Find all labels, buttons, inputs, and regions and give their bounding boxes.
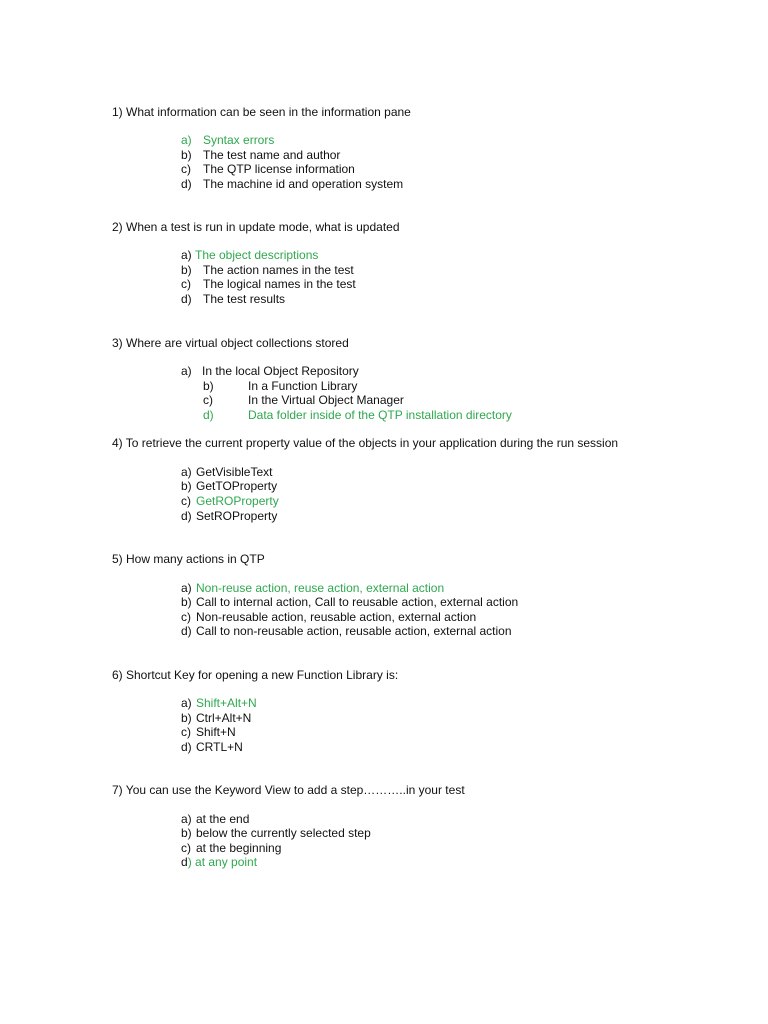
option-text: Non-reuse action, reuse action, external action xyxy=(196,581,445,595)
option-text: Non-reusable action, reusable action, external action xyxy=(196,610,477,624)
q1-option-a xyxy=(181,133,274,147)
option-label: d) xyxy=(181,740,192,754)
question-6: 6) Shortcut Key for opening a new Function Library is: xyxy=(112,668,399,682)
q6-option-b xyxy=(181,711,251,725)
option-text: In a Function Library xyxy=(248,379,358,393)
q3-option-d xyxy=(203,408,512,422)
option-text: The test name and author xyxy=(203,148,341,162)
q5-option-d xyxy=(181,624,512,638)
option-label: a) xyxy=(181,812,192,826)
option-label: b) xyxy=(181,148,192,162)
option-text: at the end xyxy=(196,812,250,826)
option-label: c) xyxy=(181,162,191,176)
question-2: 2) When a test is run in update mode, what is updated xyxy=(112,220,400,234)
option-text: GetROProperty xyxy=(196,494,279,508)
option-label: a) xyxy=(181,465,192,479)
question-7: 7) You can use the Keyword View to add a step………..in your test xyxy=(112,783,465,797)
option-text: In the local Object Repository xyxy=(202,364,359,378)
option-label: c) xyxy=(181,610,191,624)
q7-option-d xyxy=(181,855,257,869)
option-text: GetTOProperty xyxy=(196,479,278,493)
q1-option-b xyxy=(181,148,340,162)
option-label: c) xyxy=(181,841,191,855)
option-label: d) xyxy=(181,624,192,638)
question-3: 3) Where are virtual object collections stored xyxy=(112,336,349,350)
option-label: a) xyxy=(181,364,192,378)
q5-option-c xyxy=(181,610,476,624)
q6-option-c xyxy=(181,725,236,739)
option-label: b) xyxy=(181,711,192,725)
option-label: b) xyxy=(203,379,214,393)
q6-option-d xyxy=(181,740,243,754)
option-text: Call to internal action, Call to reusable action, external action xyxy=(196,595,519,609)
q1-option-c xyxy=(181,162,355,176)
option-label: b) xyxy=(181,479,192,493)
option-label: a) xyxy=(181,696,192,710)
option-text: The logical names in the test xyxy=(203,277,356,291)
option-label: d) xyxy=(181,292,192,306)
option-label: a) xyxy=(181,581,192,595)
q2-option-d xyxy=(181,292,285,306)
q4-option-a xyxy=(181,465,272,479)
option-label: c) xyxy=(203,393,213,407)
option-label: c) xyxy=(181,725,191,739)
q2-option-c xyxy=(181,277,356,291)
option-text: below the currently selected step xyxy=(196,826,371,840)
option-label: b) xyxy=(181,263,192,277)
option-text: Data folder inside of the QTP installation directory xyxy=(248,408,512,422)
option-label: d) xyxy=(181,509,192,523)
option-label: a) xyxy=(181,133,192,147)
question-1: 1) What information can be seen in the information pane xyxy=(112,105,411,119)
option-label: d) xyxy=(203,408,214,422)
question-5: 5) How many actions in QTP xyxy=(112,552,265,566)
option-text: GetVisibleText xyxy=(196,465,273,479)
option-text: Shift+Alt+N xyxy=(196,696,257,710)
q4-option-d xyxy=(181,509,277,523)
option-label: c) xyxy=(181,494,191,508)
q7-option-c xyxy=(181,841,281,855)
option-text: CRTL+N xyxy=(196,740,243,754)
option-text: Call to non-reusable action, reusable action, external action xyxy=(196,624,512,638)
option-label: c) xyxy=(181,277,191,291)
option-text: at the beginning xyxy=(196,841,282,855)
option-text: ) at any point xyxy=(187,855,258,869)
option-text: Shift+N xyxy=(196,725,236,739)
option-text: The action names in the test xyxy=(203,263,354,277)
q7-option-a xyxy=(181,812,249,826)
q3-option-a xyxy=(181,364,359,378)
q5-option-b xyxy=(181,595,518,609)
option-text: The object descriptions xyxy=(195,248,319,262)
q3-option-b xyxy=(203,379,357,393)
q5-option-a xyxy=(181,581,444,595)
q1-option-d xyxy=(181,177,403,191)
option-text: SetROProperty xyxy=(196,509,278,523)
option-text: In the Virtual Object Manager xyxy=(248,393,404,407)
q7-option-b xyxy=(181,826,371,840)
q4-option-c xyxy=(181,494,279,508)
option-text: The QTP license information xyxy=(203,162,355,176)
option-text: Syntax errors xyxy=(203,133,275,147)
option-label: b) xyxy=(181,826,192,840)
q6-option-a xyxy=(181,696,257,710)
option-text: The machine id and operation system xyxy=(203,177,404,191)
option-text: The test results xyxy=(203,292,286,306)
option-label: d) xyxy=(181,177,192,191)
q2-option-b xyxy=(181,263,354,277)
q2-option-a xyxy=(181,248,318,262)
option-label: a) xyxy=(181,248,192,262)
option-label: b) xyxy=(181,595,192,609)
option-text: Ctrl+Alt+N xyxy=(196,711,252,725)
option-label: d xyxy=(181,855,188,869)
q3-option-c xyxy=(203,393,404,407)
q4-option-b xyxy=(181,479,277,493)
question-4: 4) To retrieve the current property value of the objects in your application during the run session xyxy=(112,436,619,450)
